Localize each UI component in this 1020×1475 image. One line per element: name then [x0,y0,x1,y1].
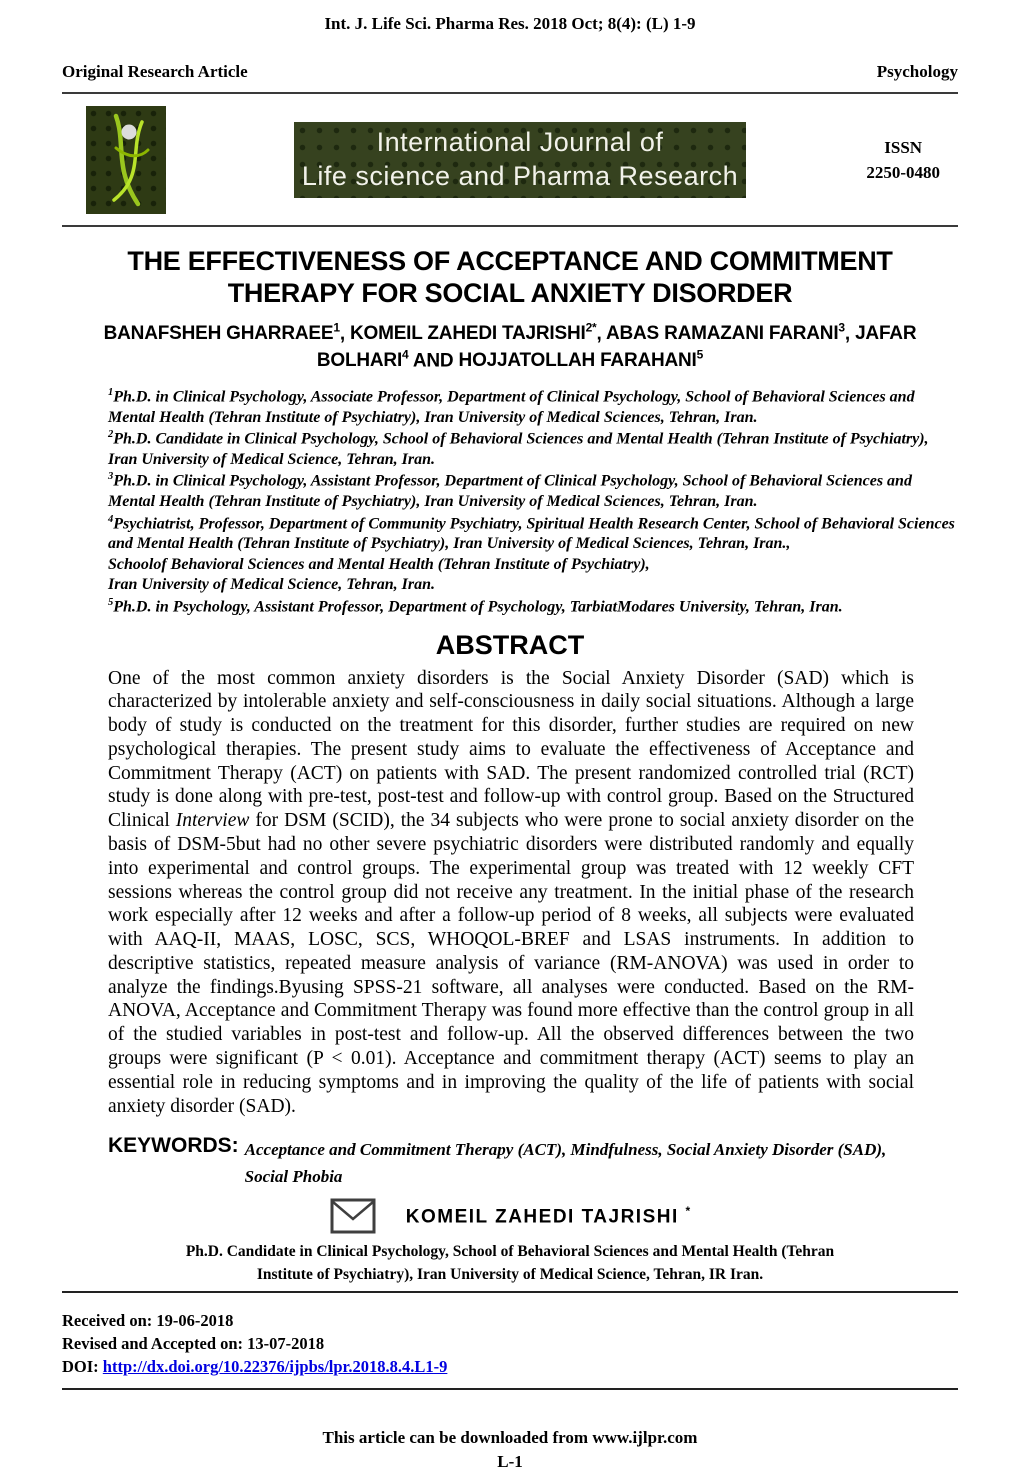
abstract-italic-word: Interview [175,810,250,832]
affiliation-item: $^1$Ph.D. in Clinical Psychology, Associate Professor, Department of Clinical Psychology, School of Behavioral Sciences and Mental Health (Tehran Institute of Psychiatry), Iran University of Medical Sciences, Tehran, Iran. [108,386,915,426]
author-name: HOJJATOLLAH FARAHANI$^5$ [458,347,704,372]
doi-label: DOI: [62,1357,103,1377]
affiliations-list [108,386,958,618]
page-number: L-1 [497,1452,523,1472]
author-name: JAFAR BOLHARI$^4$ [316,323,917,372]
header-divider [62,92,958,94]
article-type-label: Original Research Article [62,62,248,81]
received-date: Received on: 19-06-2018 [62,1310,234,1330]
doi-line [62,1355,958,1378]
abstract-text [108,667,914,1119]
abstract-part1: One of the most common anxiety disorders is the Social Anxiety Disorder (SAD) which is characterized by intolerable anxiety and self-consciousness in daily social situations. Although a large body of study is conducted on the treatment for this disorder, further studies are required on new psychological therapies. The present study aims to evaluate the effectiveness of Acceptance and Commitment Therapy (ACT) on patients with SAD. The present randomized controlled trial (RCT) study is done along with pre-test, post-test and follow-up with control group. Based on the Structured Clinical [108,667,914,832]
logo-figure-icon [86,106,166,214]
dates-divider-bottom [62,1388,958,1390]
author-name: BANAFSHEH GHARRAEE$^1$ [103,320,340,345]
journal-citation: Int. J. Life Sci. Pharma Res. 2018 Oct; 8(4): (L) 1-9 [324,14,696,33]
page-title [62,245,958,310]
affiliation-item: $^2$Ph.D. Candidate in Clinical Psychology, School of Behavioral Sciences and Mental Health (Tehran Institute of Psychiatry), Iran University of Medical Science, Tehran, Iran. [108,428,929,468]
title-line2: THERAPY FOR SOCIAL ANXIETY DISORDER [227,278,793,309]
abstract-heading: ABSTRACT [435,629,585,660]
corresponding-author-row [62,1198,958,1234]
author-name: ABAS RAMAZANI FARANI$^3$ [605,320,845,345]
corr-affil-line1: Ph.D. Candidate in Clinical Psychology, School of Behavioral Sciences and Mental Health (Tehran [185,1243,835,1261]
corr-asterisk: * [685,1203,691,1218]
keywords-line2: Social Phobia [244,1166,343,1186]
journal-logo [86,106,166,214]
banner-line1: International Journal of [376,127,664,158]
corr-affil-line2: Institute of Psychiatry), Iran University of Medical Science, Tehran, IR Iran. [256,1266,764,1284]
corresponding-author-name [406,1204,690,1228]
subject-label: Psychology [876,62,958,81]
affiliation-item: $^3$Ph.D. in Clinical Psychology, Assistant Professor, Department of Clinical Psychology, School of Behavioral Sciences and Mental Health (Tehran Institute of Psychiatry), Iran University of Medical Sciences, Tehran, Iran. [108,471,912,511]
page-footer [62,1426,958,1475]
article-type-row [62,62,958,82]
authors-line: BANAFSHEH GHARRAEE$^1$, KOMEIL ZAHEDI $TAJRISHI^{2*}$, ABAS RAMAZANI FARANI$^3$, JAFAR BOLHARI$^4$ AND HOJJATOLLAH FARAHANI$^5$ [103,320,917,372]
banner-line2: Life science and Pharma Research [301,161,739,191]
email-envelope-icon [330,1198,376,1234]
dates-block [62,1309,958,1379]
title-line1: THE EFFECTIVENESS OF ACCEPTANCE AND COMMITMENT [127,246,893,276]
keywords-text [245,1134,887,1190]
affiliation-item: $^4$Psychiatrist, Professor, Department of Community Psychiatry, Spiritual Health Research Center, School of Behavioral Sciences and Mental Health (Tehran Institute of Psychiatry), Iran University of Medical Sciences, Tehran, Iran., Schoolof Behavioral Sciences and Mental Health (Tehran Institute of Psychiatry), Iran University of Medical Science, Tehran, Iran. [108,513,955,594]
keywords-label: KEYWORDS: [108,1134,239,1158]
revised-date: Revised and Accepted on: 13-07-2018 [62,1333,325,1353]
masthead-divider [62,225,958,227]
issn-block [866,135,940,186]
journal-masthead [62,104,958,216]
corresponding-author-affiliation [62,1240,958,1287]
abstract-part2: for DSM (SCID), the 34 subjects who were prone to social anxiety disorder on the basis of DSM-5but had no other severe psychiatric disorders were distributed randomly and equally into experimental and control groups. The experimental group was treated with 12 weekly CFT sessions whereas the control group did not receive any treatment. In the initial phase of the research work especially after 12 weeks and after a follow-up period of 8 weeks, all subjects were evaluated with AAQ-II, MAAS, LOSC, SCS, WHOQOL-BREF and LSAS instruments. In addition to descriptive statistics, repeated measure analysis of variance (RM-ANOVA) was used in order to analyze the findings.Byusing SPSS-21 software, all analyses were conducted. Based on the RM-ANOVA, Acceptance and Commitment Therapy was found more effective than the control group in all of the studied variables in post-test and follow-up. All the observed differences between the two groups were significant (P < 0.01). Acceptance and commitment therapy (ACT) seems to play an essential role in reducing symptoms and in improving the quality of the life of patients with social anxiety disorder (SAD). [108,810,914,1117]
download-note: This article can be downloaded from www.ijlpr.com [322,1427,698,1447]
journal-banner [294,122,746,198]
author-name: KOMEIL ZAHEDI $TAJRISHI^{2*}$ [349,320,597,345]
dates-divider-top [62,1291,958,1293]
affiliation-item: $^5$Ph.D. in Psychology, Assistant Professor, Department of Psychology, TarbiatModares University, Tehran, Iran. [108,596,843,616]
corr-name-text: KOMEIL ZAHEDI TAJRISHI [405,1206,686,1228]
keywords-block [108,1134,958,1190]
keywords-line1: Acceptance and Commitment Therapy (ACT), Mindfulness, Social Anxiety Disorder (SAD), [244,1140,887,1160]
doi-link[interactable]: http://dx.doi.org/10.22376/ijpbs/lpr.2018.8.4.L1-9 [102,1357,448,1377]
issn-label: ISSN [884,137,923,157]
issn-value: 2250-0480 [866,163,940,182]
